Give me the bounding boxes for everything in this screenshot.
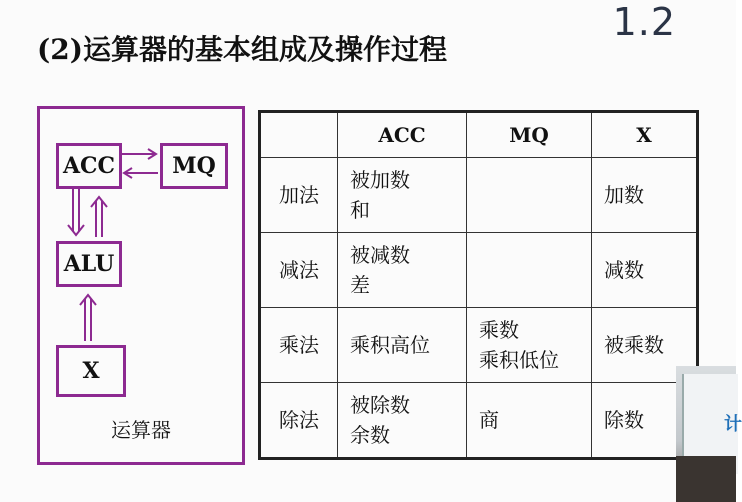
op-label: 除法 — [279, 408, 319, 432]
cell-line: 减数 — [604, 258, 644, 282]
table-row — [260, 383, 698, 459]
x-register: X — [56, 345, 126, 397]
video-visible-text: 计 — [724, 414, 742, 435]
header-x: X — [592, 112, 698, 158]
table-row — [260, 233, 698, 308]
cell-line: 差 — [350, 273, 370, 297]
cell-line: 被除数 — [350, 393, 410, 417]
acc-cell — [338, 158, 467, 233]
header-mq: MQ — [467, 112, 592, 158]
op-label: 乘法 — [279, 333, 319, 357]
cell-line: 商 — [479, 408, 499, 432]
mq-cell — [467, 233, 592, 308]
header-acc: ACC — [338, 112, 467, 158]
op-cell — [260, 308, 338, 383]
acc-cell — [338, 308, 467, 383]
cell-line: 被减数 — [350, 243, 410, 267]
cell-line: 被加数 — [350, 168, 410, 192]
cell-line: 乘积低位 — [479, 348, 559, 372]
presenter-silhouette — [676, 456, 736, 502]
cell-line: 乘数 — [479, 318, 519, 342]
op-label: 加法 — [279, 183, 319, 207]
presenter-video-inset — [676, 366, 742, 502]
acc-cell — [338, 383, 467, 459]
table-header-row — [260, 112, 698, 158]
cell-line: 和 — [350, 198, 370, 222]
cell-line: 被乘数 — [604, 333, 664, 357]
x-cell — [592, 233, 698, 308]
op-cell — [260, 158, 338, 233]
alu-diagram — [37, 106, 245, 465]
cell-line: 除数 — [604, 408, 644, 432]
cell-line: 乘积高位 — [350, 333, 430, 357]
operations-table — [258, 110, 699, 460]
op-label: 减法 — [279, 258, 319, 282]
table-row — [260, 308, 698, 383]
mq-cell — [467, 308, 592, 383]
alu-unit: ALU — [56, 241, 122, 287]
mq-cell — [467, 383, 592, 459]
diagram-caption: 运算器 — [111, 418, 171, 442]
slide-number: 1.2 — [612, 0, 676, 44]
mq-cell — [467, 158, 592, 233]
acc-cell — [338, 233, 467, 308]
header-empty — [260, 112, 338, 158]
cell-line: 余数 — [350, 423, 390, 447]
table-row — [260, 158, 698, 233]
cell-line: 加数 — [604, 183, 644, 207]
x-cell — [592, 158, 698, 233]
slide-title: (2)运算器的基本组成及操作过程 — [37, 33, 447, 66]
mq-register: MQ — [160, 143, 228, 189]
op-cell — [260, 233, 338, 308]
op-cell — [260, 383, 338, 459]
acc-register: ACC — [56, 143, 122, 189]
